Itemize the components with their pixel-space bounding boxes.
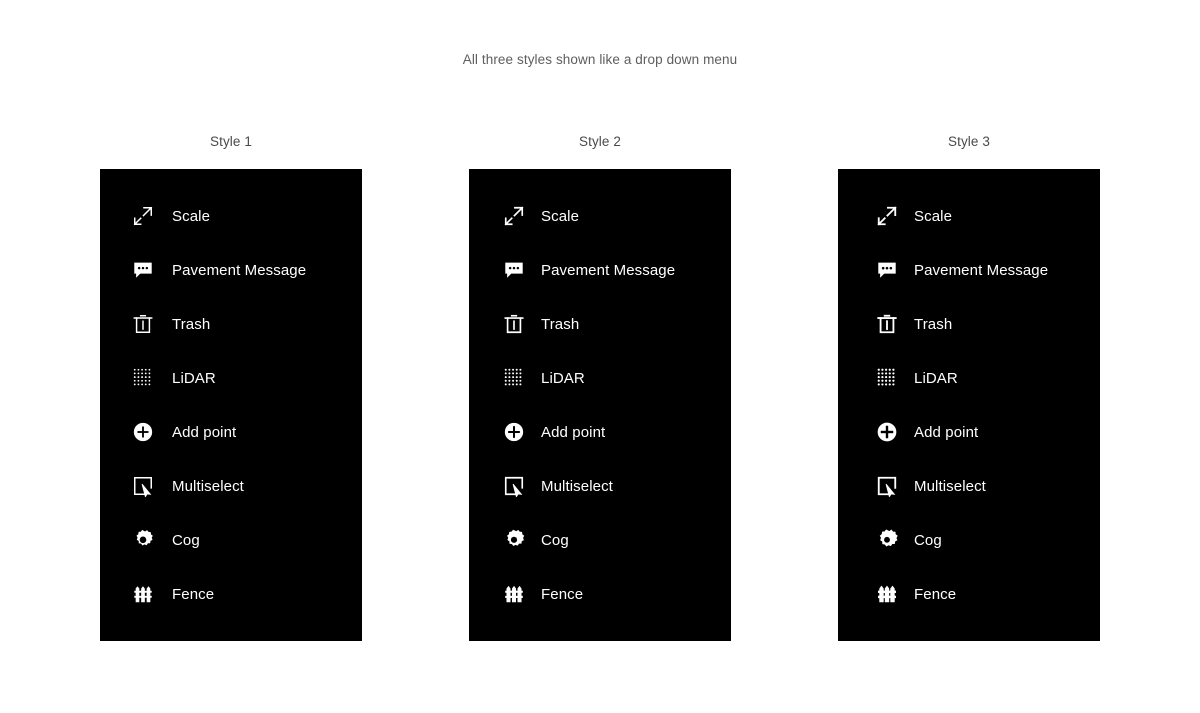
menu-item-label: Scale bbox=[541, 207, 580, 225]
scale-expand-arrow-icon bbox=[130, 203, 156, 229]
menu-item-cog[interactable] bbox=[100, 513, 362, 567]
dropdown-menu-style-3[interactable] bbox=[838, 169, 1100, 641]
style-title-2: Style 2 bbox=[579, 134, 621, 149]
menu-item-label: Fence bbox=[914, 585, 957, 603]
menu-item-label: LiDAR bbox=[172, 369, 216, 387]
menu-item-label: Fence bbox=[541, 585, 584, 603]
menu-item-trash[interactable] bbox=[469, 297, 731, 351]
menu-item-fence[interactable] bbox=[838, 567, 1100, 621]
menu-item-trash[interactable] bbox=[100, 297, 362, 351]
menu-item-pavement-message[interactable] bbox=[100, 243, 362, 297]
menu-item-multiselect[interactable] bbox=[469, 459, 731, 513]
menu-item-scale[interactable] bbox=[100, 189, 362, 243]
menu-item-label: Cog bbox=[914, 531, 942, 549]
multiselect-cursor-box-icon bbox=[130, 473, 156, 499]
style-title-1: Style 1 bbox=[210, 134, 252, 149]
menu-item-label: Cog bbox=[172, 531, 200, 549]
add-point-plus-circle-icon bbox=[130, 419, 156, 445]
menu-item-label: Pavement Message bbox=[172, 261, 307, 279]
menu-item-label: Scale bbox=[914, 207, 953, 225]
menu-item-label: Fence bbox=[172, 585, 215, 603]
menu-item-label: Scale bbox=[172, 207, 211, 225]
menu-item-label: Pavement Message bbox=[541, 261, 676, 279]
lidar-dot-grid-icon bbox=[501, 365, 527, 391]
scale-expand-arrow-icon bbox=[501, 203, 527, 229]
lidar-dot-grid-icon bbox=[130, 365, 156, 391]
style-column-2 bbox=[469, 134, 731, 641]
scale-expand-arrow-icon bbox=[874, 203, 900, 229]
menu-item-label: Pavement Message bbox=[914, 261, 1049, 279]
trash-icon bbox=[501, 311, 527, 337]
menu-item-label: Trash bbox=[914, 315, 953, 333]
menu-item-lidar[interactable] bbox=[838, 351, 1100, 405]
menu-item-multiselect[interactable] bbox=[838, 459, 1100, 513]
dropdown-menu-style-2[interactable] bbox=[469, 169, 731, 641]
menu-item-pavement-message[interactable] bbox=[469, 243, 731, 297]
menu-item-add-point[interactable] bbox=[469, 405, 731, 459]
menu-item-scale[interactable] bbox=[469, 189, 731, 243]
menu-item-label: Trash bbox=[541, 315, 580, 333]
pavement-message-speech-bubble-icon bbox=[501, 257, 527, 283]
add-point-plus-circle-icon bbox=[501, 419, 527, 445]
page-caption: All three styles shown like a drop down menu bbox=[462, 52, 738, 67]
menu-item-cog[interactable] bbox=[838, 513, 1100, 567]
fence-icon bbox=[874, 581, 900, 607]
trash-icon bbox=[874, 311, 900, 337]
fence-icon bbox=[130, 581, 156, 607]
menu-item-label: LiDAR bbox=[914, 369, 958, 387]
menu-item-label: Add point bbox=[914, 423, 979, 441]
menu-item-trash[interactable] bbox=[838, 297, 1100, 351]
menu-item-add-point[interactable] bbox=[838, 405, 1100, 459]
menu-item-label: Multiselect bbox=[914, 477, 986, 495]
dropdown-menu-style-1[interactable] bbox=[100, 169, 362, 641]
menu-item-lidar[interactable] bbox=[469, 351, 731, 405]
menu-item-label: Add point bbox=[541, 423, 606, 441]
cog-gear-icon bbox=[501, 527, 527, 553]
menu-item-label: Cog bbox=[541, 531, 569, 549]
menu-item-cog[interactable] bbox=[469, 513, 731, 567]
trash-icon bbox=[130, 311, 156, 337]
menu-item-lidar[interactable] bbox=[100, 351, 362, 405]
menu-item-label: Trash bbox=[172, 315, 211, 333]
menu-item-label: Multiselect bbox=[541, 477, 613, 495]
style-columns bbox=[0, 134, 1200, 641]
menu-item-add-point[interactable] bbox=[100, 405, 362, 459]
menu-item-pavement-message[interactable] bbox=[838, 243, 1100, 297]
multiselect-cursor-box-icon bbox=[874, 473, 900, 499]
pavement-message-speech-bubble-icon bbox=[130, 257, 156, 283]
menu-item-fence[interactable] bbox=[469, 567, 731, 621]
pavement-message-speech-bubble-icon bbox=[874, 257, 900, 283]
style-column-1 bbox=[100, 134, 362, 641]
lidar-dot-grid-icon bbox=[874, 365, 900, 391]
style-title-3: Style 3 bbox=[948, 134, 990, 149]
cog-gear-icon bbox=[130, 527, 156, 553]
menu-item-label: LiDAR bbox=[541, 369, 585, 387]
style-column-3 bbox=[838, 134, 1100, 641]
menu-item-label: Multiselect bbox=[172, 477, 244, 495]
menu-item-multiselect[interactable] bbox=[100, 459, 362, 513]
menu-item-label: Add point bbox=[172, 423, 237, 441]
menu-item-fence[interactable] bbox=[100, 567, 362, 621]
multiselect-cursor-box-icon bbox=[501, 473, 527, 499]
menu-item-scale[interactable] bbox=[838, 189, 1100, 243]
add-point-plus-circle-icon bbox=[874, 419, 900, 445]
fence-icon bbox=[501, 581, 527, 607]
cog-gear-icon bbox=[874, 527, 900, 553]
